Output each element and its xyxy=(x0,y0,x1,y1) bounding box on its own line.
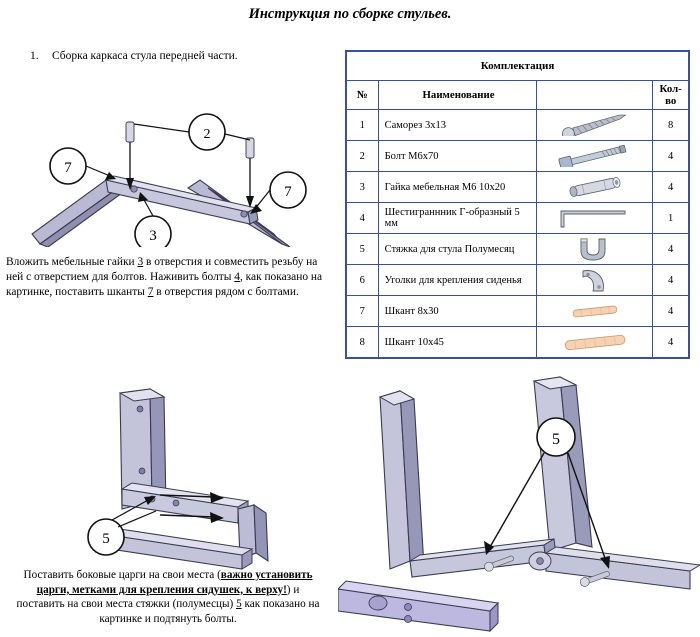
row-number: 4 xyxy=(347,203,379,234)
row-qty: 4 xyxy=(653,141,689,172)
screw-icon xyxy=(541,112,648,138)
page-title: Инструкция по сборке стульев. xyxy=(248,6,452,22)
nut-hole-left xyxy=(131,186,137,192)
row-name: Шестиграннник Г-образный 5 мм xyxy=(378,203,537,234)
figure-frame-closeup xyxy=(338,375,700,637)
table-row xyxy=(347,172,689,203)
row-qty: 1 xyxy=(653,203,689,234)
row-name: Шкант 10х45 xyxy=(378,327,537,358)
caption-line-1: Вложить мебельные гайки 3 в отверстия и совместить резьбу на xyxy=(6,256,318,268)
callout-7-right xyxy=(250,172,306,214)
svg-text:2: 2 xyxy=(203,127,211,142)
step-1-label: Сборка каркаса стула передней части. xyxy=(52,50,238,62)
row-number: 5 xyxy=(347,234,379,265)
nut-hole-right xyxy=(241,211,247,217)
table-row xyxy=(347,265,689,296)
table-row xyxy=(347,203,689,234)
front-rail xyxy=(546,547,700,589)
row-name: Уголки для крепления сиденья xyxy=(378,265,537,296)
table-row xyxy=(347,327,689,358)
svg-text:3: 3 xyxy=(149,228,157,244)
back-post-far xyxy=(380,391,424,569)
step-1-caption xyxy=(6,255,336,300)
figure-side-rails-assembly xyxy=(0,375,330,575)
header-number: № xyxy=(347,81,379,110)
crescent-brace-icon xyxy=(541,236,648,262)
foot-bar xyxy=(110,529,252,569)
bolt-icon xyxy=(541,143,648,169)
row-qty: 8 xyxy=(653,110,689,141)
row-qty: 4 xyxy=(653,234,689,265)
parts-table-header-row xyxy=(347,81,689,110)
svg-text:7: 7 xyxy=(64,160,72,176)
parts-table-title: Комплектация xyxy=(347,52,689,81)
row-number: 3 xyxy=(347,172,379,203)
parts-table xyxy=(346,51,689,358)
header-picture xyxy=(537,81,653,110)
table-row xyxy=(347,141,689,172)
caption-line-2: ней с отверстием для болтов. Наживить болты 4, как показано xyxy=(6,271,309,284)
row-name: Шкант 8х30 xyxy=(378,296,537,327)
row-qty: 4 xyxy=(653,265,689,296)
table-row xyxy=(347,110,689,141)
hex-key-icon xyxy=(541,205,648,231)
foreground-rail xyxy=(338,581,498,631)
header-qty: Кол-во xyxy=(653,81,689,110)
step-2-caption xyxy=(8,568,328,626)
dowel-small-icon xyxy=(541,298,648,324)
row-qty: 4 xyxy=(653,172,689,203)
furniture-nut-icon xyxy=(541,174,648,200)
caption-line-1: Поставить боковые царги на свои места (важно установить xyxy=(23,569,313,581)
row-number: 1 xyxy=(347,110,379,141)
step-1-number: 1. xyxy=(30,50,39,62)
row-name: Болт М6х70 xyxy=(378,141,537,172)
row-qty: 4 xyxy=(653,327,689,358)
row-number: 6 xyxy=(347,265,379,296)
row-number: 8 xyxy=(347,327,379,358)
dowel-large-icon xyxy=(541,329,648,355)
row-name: Гайка мебельная М6 10х20 xyxy=(378,172,537,203)
caption-line-3: на картинке, поставить шканты 7 в отверстия рядом с болтами. xyxy=(6,271,323,299)
svg-text:5: 5 xyxy=(552,431,560,448)
row-qty: 4 xyxy=(653,296,689,327)
callout-2 xyxy=(134,114,250,150)
caption-line-4: картинке и подтянуть болты. xyxy=(99,612,237,625)
header-name: Наименование xyxy=(378,81,537,110)
caption-line-2: царги, метками для крепления сидушек, к верху!) и xyxy=(36,583,300,596)
row-name: Саморез 3х13 xyxy=(378,110,537,141)
svg-text:5: 5 xyxy=(102,531,110,547)
back-post-near xyxy=(534,377,592,551)
caption-line-3: поставить на свои места стяжки (полумесцы) 5 как показано на xyxy=(16,598,320,611)
table-row xyxy=(347,234,689,265)
parts-table-title-row xyxy=(347,52,689,81)
row-number: 7 xyxy=(347,296,379,327)
corner-bracket-icon xyxy=(541,267,648,293)
svg-text:7: 7 xyxy=(284,184,292,200)
row-number: 2 xyxy=(347,141,379,172)
row-name: Стяжка для стула Полумесяц xyxy=(378,234,537,265)
callout-7-left xyxy=(50,148,116,184)
table-row xyxy=(347,296,689,327)
figure-front-frame-assembly xyxy=(10,62,330,247)
parts-table-container xyxy=(345,50,690,359)
